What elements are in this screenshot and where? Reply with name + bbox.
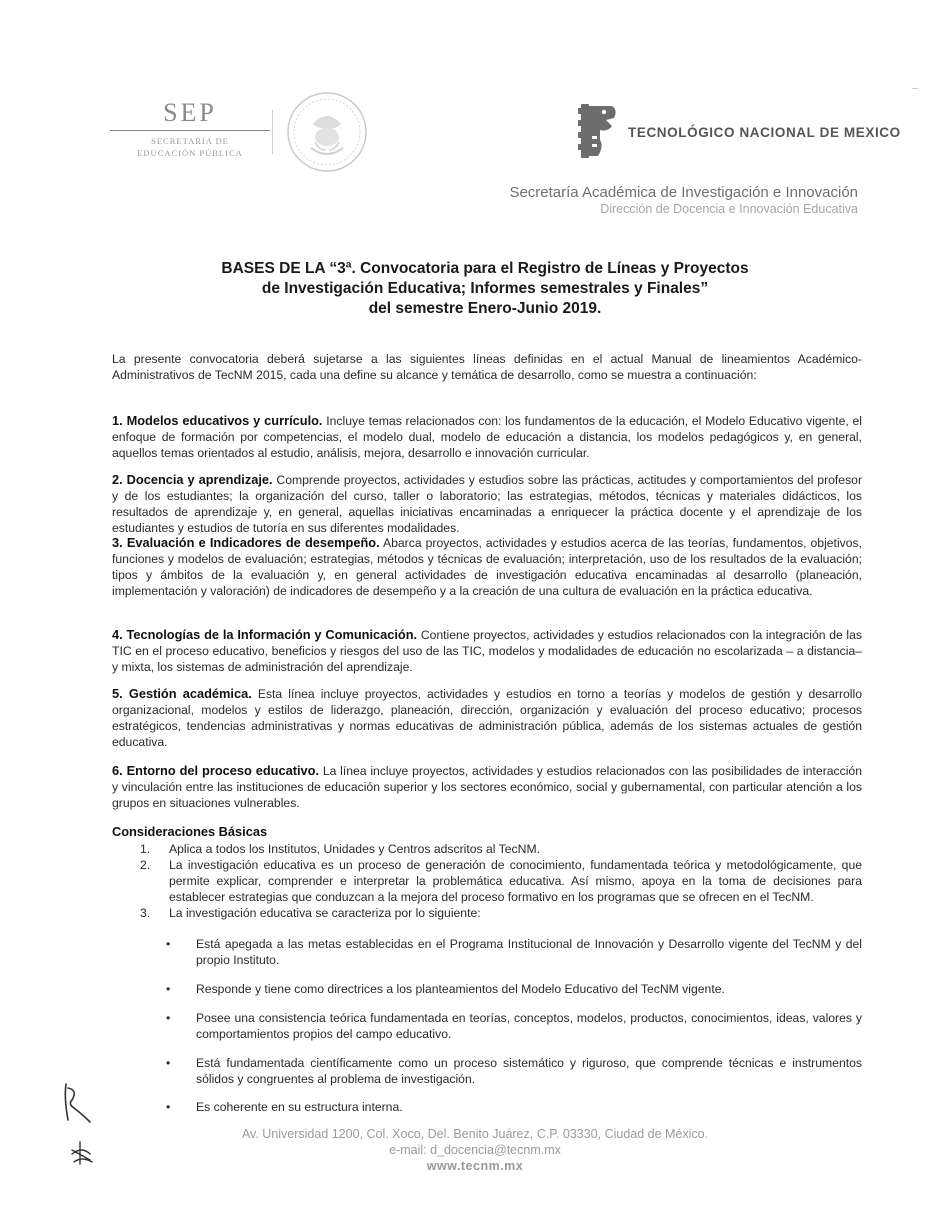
section-heading: 2. Docencia y aprendizaje.: [112, 472, 273, 487]
bullet-row: [166, 1010, 862, 1042]
section-heading: 1. Modelos educativos y currículo.: [112, 413, 323, 428]
section-heading: 5. Gestión académica.: [112, 686, 252, 701]
scan-mark: [912, 88, 918, 93]
numbered-list: [140, 841, 862, 921]
bullet-text: Está apegada a las metas establecidas en el Programa Institucional de Innovación y Desarrollo vigente del TecNM y del propio Instituto.: [196, 937, 862, 967]
bullet-row: [166, 1055, 862, 1087]
bullet-row: [166, 981, 862, 997]
section-text: Incluye temas relacionados con: los fundamentos de la educación, el Modelo Educativo vigente, el enfoque de formación por competencias, el modelo dual, modelo de educación a distancia, los modelos pedagógicos y, en general, aquellos temas orientados al estudio, análisis, mejora, desarrollo e innovación curricular.: [112, 414, 863, 460]
direccion-docencia: Dirección de Docencia e Innovación Educativa: [600, 202, 858, 216]
list-item: [140, 857, 862, 905]
bullet-icon: •: [166, 982, 171, 996]
list-item: [140, 905, 862, 921]
bullet-icon: •: [166, 1100, 171, 1114]
tecnm-logo-icon: [578, 100, 620, 162]
bullet-row: [166, 936, 862, 968]
mexican-seal-icon: [285, 90, 369, 174]
bullet-item-1: [166, 936, 862, 968]
bullet-text: Está fundamentada científicamente como un proceso sistemático y riguroso, que comprende técnicas e instrumentos sólidos y congruentes al problema de investigación.: [196, 1056, 862, 1086]
footer-website[interactable]: www.tecnm.mx: [426, 1159, 524, 1173]
section-1: [112, 413, 862, 461]
bullet-icon: •: [166, 1011, 171, 1025]
list-item: [140, 841, 862, 857]
section-heading: 3. Evaluación e Indicadores de desempeño.: [112, 535, 380, 550]
section-4: [112, 627, 862, 675]
sep-logo: [110, 98, 270, 159]
list-number: 1.: [140, 842, 151, 856]
bullet-text: Es coherente en su estructura interna.: [196, 1100, 403, 1114]
handwritten-signature-icon: [58, 1080, 94, 1126]
title-line-2: de Investigación Educativa; Informes semestrales y Finales”: [261, 280, 709, 297]
bullet-item-5: [166, 1099, 862, 1115]
section-6: [112, 763, 862, 811]
bullet-text: Responde y tiene como directrices a los planteamientos del Modelo Educativo del TecNM vigente.: [196, 982, 725, 996]
bullet-text: Posee una consistencia teórica fundamentada en teorías, conceptos, modelos, productos, conocimientos, ideas, valores y comportamientos propios del campo educativo.: [196, 1011, 862, 1041]
consideraciones-title: Consideraciones Básicas: [112, 824, 268, 839]
section-text: Abarca proyectos, actividades y estudios acerca de las teorías, fundamentos, objetivos, funciones y modelos de evaluación; estrategias, métodos y técnicas de evaluación; interpretación, uso de los resultados de la evaluación; tipos y ámbitos de la evaluación y, en general actividades de investigación educativa encaminadas al desarrollo (planeación, implementación y valoración) de indicadores de desempeño y a la creación de una cultura de evaluación en la práctica educativa.: [112, 536, 862, 598]
footer-email[interactable]: e-mail: d_docencia@tecnm.mx: [389, 1143, 561, 1157]
bullet-row: [166, 1099, 862, 1115]
section-text: Contiene proyectos, actividades y estudios relacionados con la integración de las TIC en el proceso educativo, beneficios y riesgos del uso de las TIC, modelos y modalidades de educación no escolarizada – a distancia– y mixta, los sistemas de administración del aprendizaje.: [112, 628, 863, 674]
sep-subtitle-2: EDUCACIÓN PÚBLICA: [137, 148, 243, 158]
bullet-icon: •: [166, 1056, 171, 1070]
section-3: [112, 535, 862, 599]
title-line-1: BASES DE LA “3ª. Convocatoria para el Registro de Líneas y Proyectos: [221, 260, 749, 277]
intro-paragraph: La presente convocatoria deberá sujetarse a las siguientes líneas definidas en el actual Manual de lineamientos Académico-Administrativos de TecNM 2015, cada una define su alcance y temática de desarrollo, como se muestra a continuación:: [112, 352, 862, 382]
bullet-item-3: [166, 1010, 862, 1042]
sep-subtitle-1: SECRETARÍA DE: [151, 136, 229, 146]
document-title: [100, 259, 870, 319]
secretaria-academica: Secretaría Académica de Investigación e Innovación: [509, 184, 858, 201]
footer-address: Av. Universidad 1200, Col. Xoco, Del. Benito Juárez, C.P. 03330, Ciudad de México.: [241, 1127, 709, 1141]
bullet-icon: •: [166, 937, 171, 951]
section-heading: 6. Entorno del proceso educativo.: [112, 763, 320, 778]
section-text: Comprende proyectos, actividades y estudios sobre las prácticas, actitudes y comportamientos del profesor y de los estudiantes; la organización del curso, taller o laboratorio; las estrategias, métodos, técnicas y materiales didácticos, los resultados de aprendizaje y, en general, aquellas iniciativas encaminadas a enriquecer la práctica docente y el aprendizaje de los estudiantes y estudios de tutoría en sus diferentes modalidades.: [112, 473, 862, 535]
sep-wordmark: SEP: [163, 98, 217, 127]
section-5: [112, 686, 862, 750]
bullet-item-2: [166, 981, 862, 997]
list-number: 2.: [140, 858, 151, 872]
bullet-item-4: [166, 1055, 862, 1087]
title-line-3: del semestre Enero-Junio 2019.: [368, 300, 602, 317]
list-text: Aplica a todos los Institutos, Unidades y Centros adscritos al TecNM.: [169, 842, 540, 856]
tecnm-name: TECNOLÓGICO NACIONAL DE MEXICO: [628, 125, 901, 140]
section-text: La línea incluye proyectos, actividades y estudios relacionados con las posibilidades de interacción y vinculación entre las instituciones de educación superior y los sectores económico, social y gubernamental, con particular atención a los grupos en situaciones vulnerables.: [112, 764, 862, 810]
section-2: [112, 472, 862, 536]
list-text: La investigación educativa es un proceso de generación de conocimiento, fundamentada teórica y metodológicamente, que permite explicar, comprender e interpretar la problemática educativa. Así mismo, apoya en la toma de decisiones para establecer estrategias que conduzcan a la mejora del proceso formativo en los programas que se ofrecen en el TecNM.: [169, 858, 862, 904]
section-text: Esta línea incluye proyectos, actividades y estudios en torno a teorías y modelos de gestión y desarrollo organizacional, modelos y estilos de liderazgo, planeación, dirección, organización y evaluación del proceso educativo; procesos estratégicos, tendencias administrativas y normas educativas de administración pública, además de los sistemas actuales de gestión educativa.: [112, 687, 862, 749]
header-divider: [272, 110, 273, 154]
list-number: 3.: [140, 906, 151, 920]
section-heading: 4. Tecnologías de la Información y Comunicación.: [112, 627, 418, 642]
sep-rule: [110, 130, 270, 131]
list-text: La investigación educativa se caracteriza por lo siguiente:: [169, 906, 481, 920]
